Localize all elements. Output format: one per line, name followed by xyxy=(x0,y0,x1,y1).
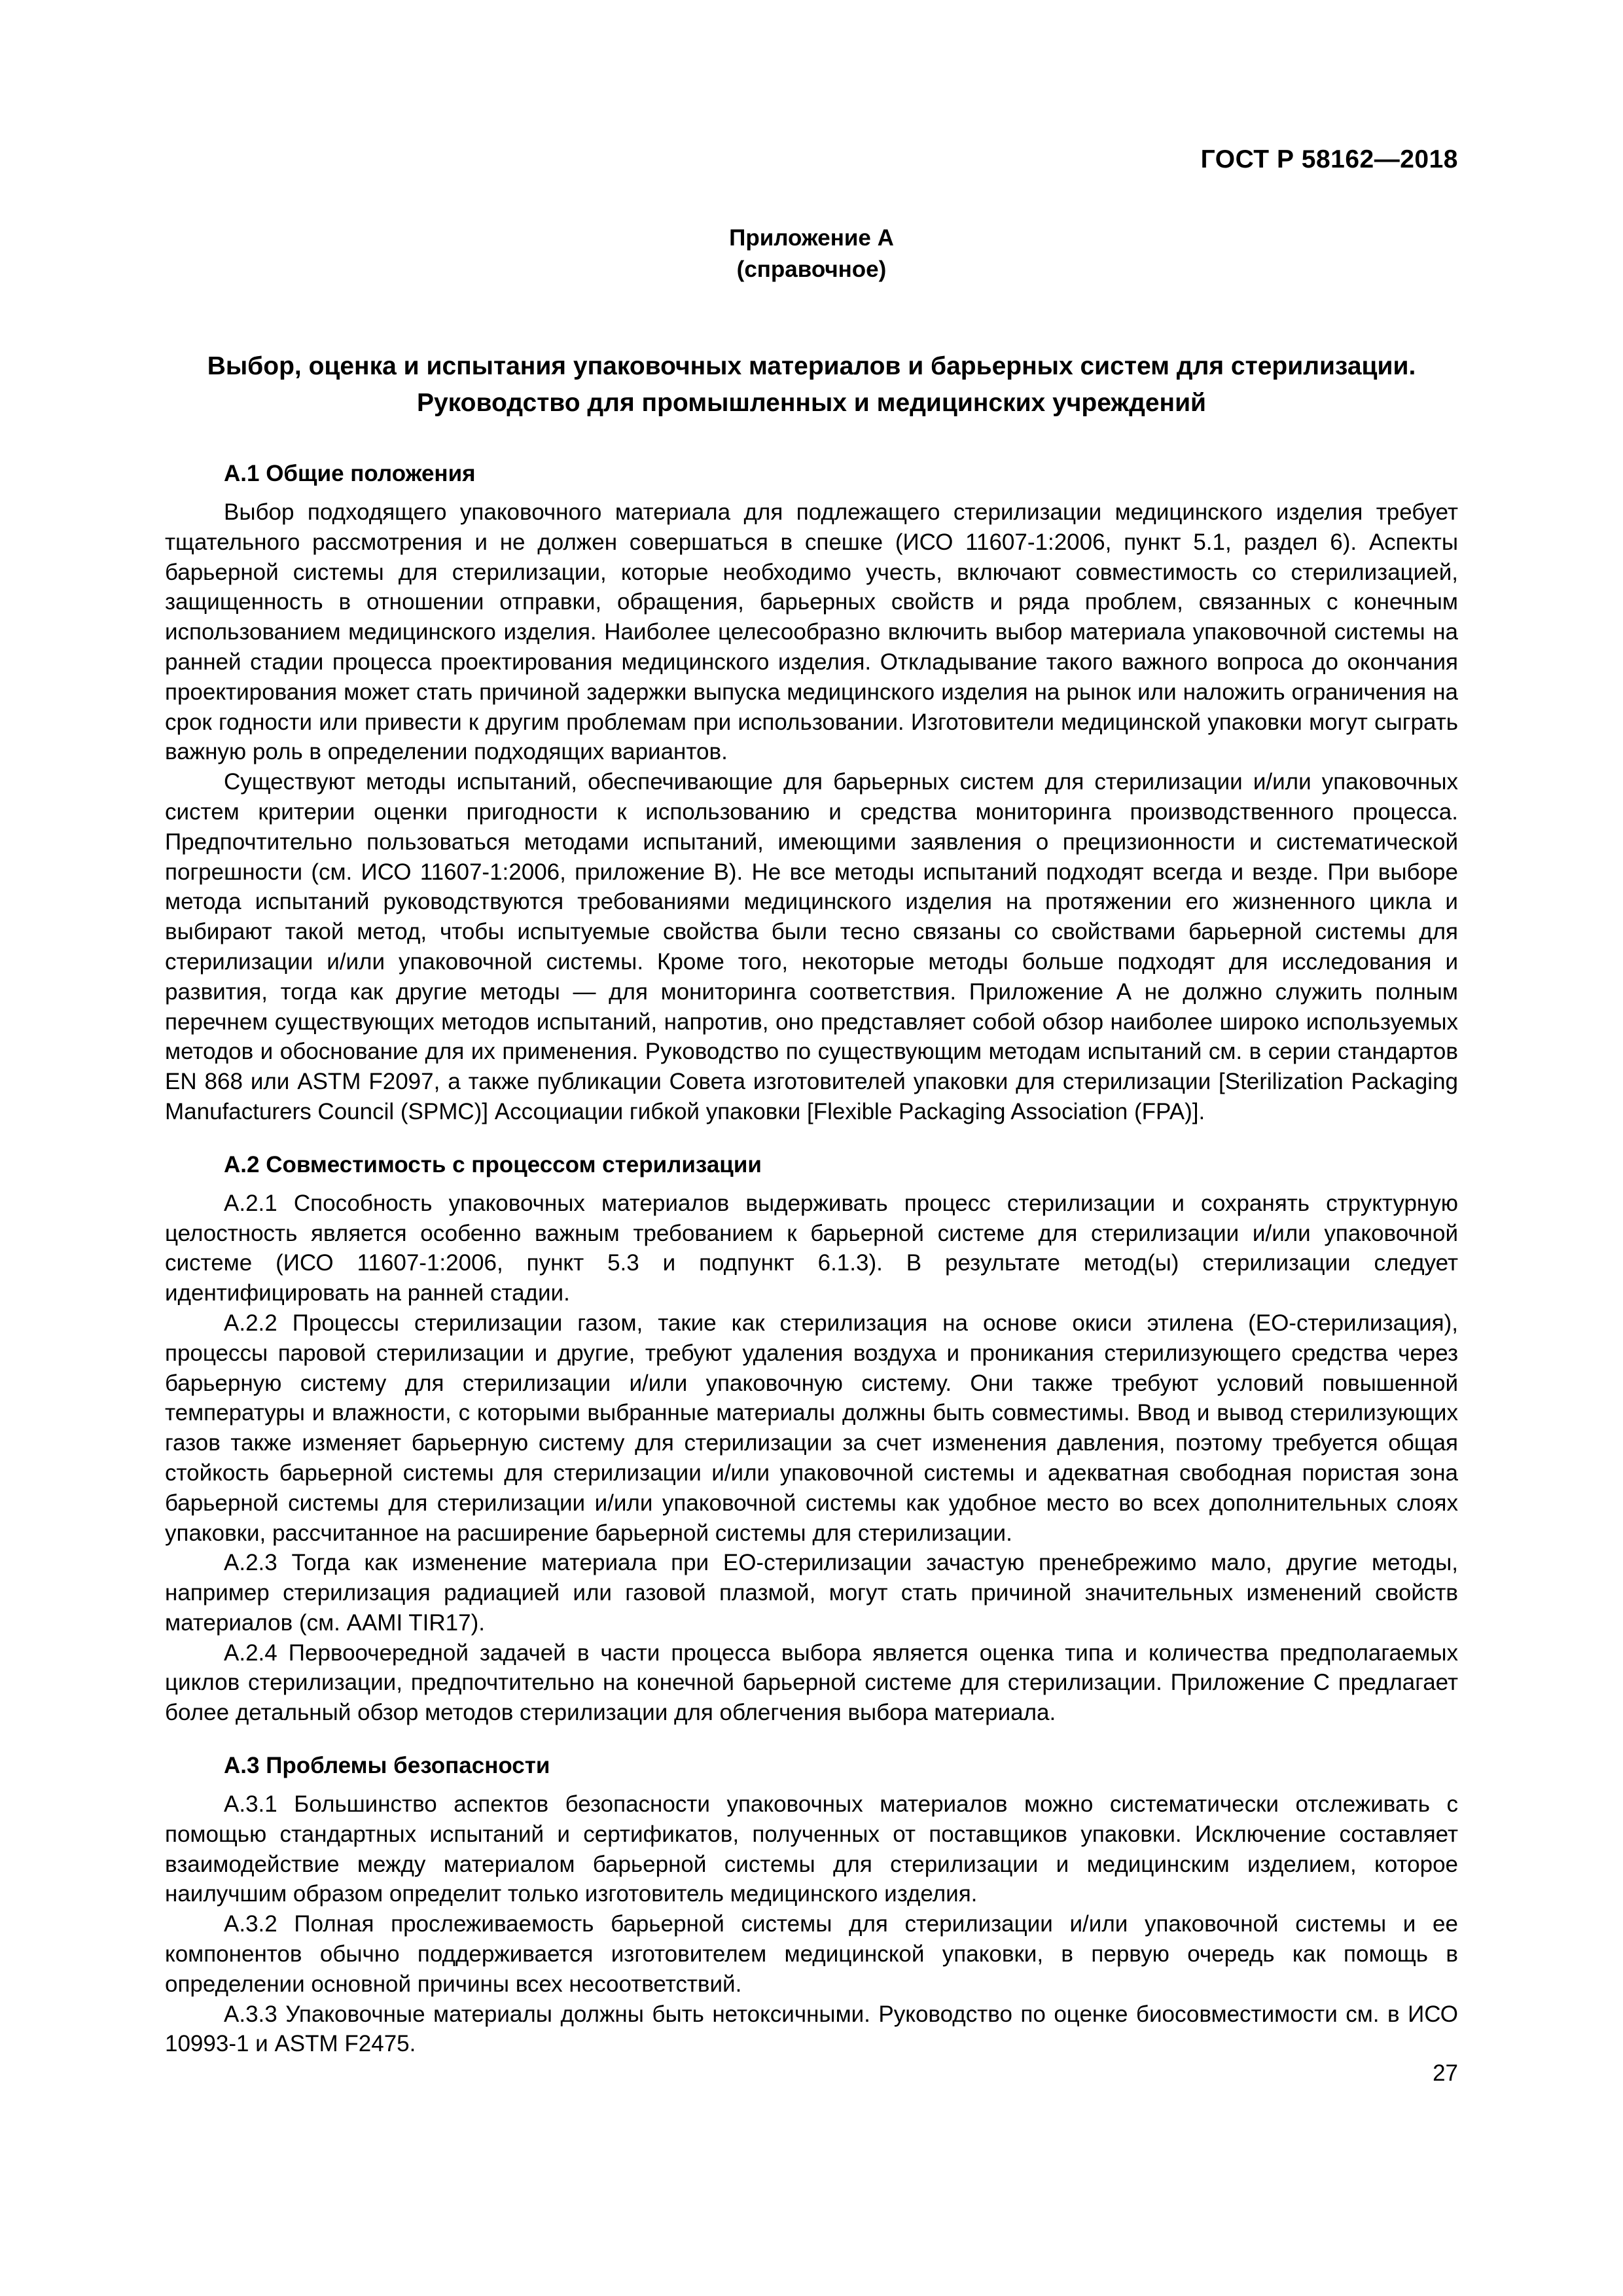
paragraph: А.3.3 Упаковочные материалы должны быть нетоксичными. Руководство по оценке биосовместимости см. в ИСО 10993-1 и ASTM F2475. xyxy=(165,2001,1458,2057)
section-heading: А.3 Проблемы безопасности xyxy=(224,1753,550,1779)
annex-label: Приложение А xyxy=(729,225,894,251)
paragraph: А.2.4 Первоочередной задачей в части процесса выбора является оценка типа и количества предполагаемых циклов стерилизации, предпочтительно на конечной барьерной системе для стерилизации. Приложение С предлагает более детальный обзор методов стерилизации для облегчения выбора материала. xyxy=(165,1640,1458,1726)
paragraph: Существуют методы испытаний, обеспечивающие для барьерных систем для стерилизации и/или упаковочных систем критерии оценки пригодности к использованию и средства мониторинга производственного процесса. Предпочтительно пользоваться методами испытаний, имеющими заявления о прецизионности и систематической погрешности (см. ИСО 11607-1:2006, приложение В). Не все методы испытаний подходят всегда и везде. При выборе метода испытаний руководствуются требованиями медицинского изделия на протяжении его жизненного цикла и выбирают такой метод, чтобы испытуемые свойства были тесно связаны со свойствами барьерной системы для стерилизации и/или упаковочной системы. Кроме того, некоторые методы больше подходят для исследования и развития, тогда как другие методы — для мониторинга соответствия. Приложение А не должно служить полным перечнем существующих методов испытаний, напротив, оно представляет собой обзор наиболее широко используемых методов и обоснование для их применения. Руководство по существующим методам испытаний см. в серии стандартов EN 868 или ASTM F2097, а также публикации Совета изготовителей упаковки для стерилизации [Sterilization Packaging Manufacturers Council (SPMC)] Ассоциации гибкой упаковки [Flexible Packaging Association (FPA)]. xyxy=(165,769,1458,1124)
paragraph: А.3.2 Полная прослеживаемость барьерной системы для стерилизации и/или упаковочной системы и ее компонентов обычно поддерживается изготовителем медицинской упаковки, в первую очередь как помощь в определении основной причины всех несоответствий. xyxy=(165,1911,1458,1997)
paragraph: А.3.1 Большинство аспектов безопасности упаковочных материалов можно систематически отслеживать с помощью стандартных испытаний и сертификатов, полученных от поставщиков упаковки. Исключение составляет взаимодействие между материалом барьерной системы для стерилизации и медицинским изделием, которое наилучшим образом определит только изготовитель медицинского изделия. xyxy=(165,1791,1458,1907)
standard-code: ГОСТ Р 58162—2018 xyxy=(1200,145,1458,173)
annex-type: (справочное) xyxy=(736,257,887,282)
page-number: 27 xyxy=(1433,2060,1458,2086)
section-a2 xyxy=(165,1149,1458,1728)
document-title xyxy=(165,348,1458,422)
section-heading: А.2 Совместимость с процессом стерилизации xyxy=(224,1151,762,1177)
title-line-1: Выбор, оценка и испытания упаковочных материалов и барьерных систем для стерилизации. xyxy=(207,352,1416,380)
paragraph: А.2.2 Процессы стерилизации газом, такие как стерилизация на основе окиси этилена (ЕО-стерилизация), процессы паровой стерилизации и другие, требуют удаления воздуха и проникания стерилизующего средства через барьерную систему для стерилизации и/или упаковочную систему. Они также требуют условий повышенной температуры и влажности, с которыми выбранные материалы должны быть совместимы. Ввод и вывод стерилизующих газов также изменяет барьерную систему для стерилизации за счет изменения давления, поэтому требуется общая стойкость барьерной системы для стерилизации и/или упаковочной системы и адекватная свободная пористая зона барьерной системы для стерилизации и/или упаковочной системы как удобное место во всех дополнительных слоях упаковки, рассчитанное на расширение барьерной системы для стерилизации. xyxy=(165,1310,1458,1546)
paragraph: А.2.3 Тогда как изменение материала при ЕО-стерилизации зачастую пренебрежимо мало, другие методы, например стерилизация радиацией или газовой плазмой, могут стать причиной значительных изменений свойств материалов (см. AAMI TIR17). xyxy=(165,1550,1458,1636)
section-a3 xyxy=(165,1750,1458,2059)
paragraph: А.2.1 Способность упаковочных материалов выдерживать процесс стерилизации и сохранять структурную целостность является особенно важным требованием к барьерной системе для стерилизации и/или упаковочной системе (ИСО 11607-1:2006, пункт 5.3 и подпункт 6.1.3). В результате метод(ы) стерилизации следует идентифицировать на ранней стадии. xyxy=(165,1190,1458,1306)
title-line-2: Руководство для промышленных и медицинских учреждений xyxy=(416,389,1207,417)
document-body xyxy=(165,458,1458,2081)
paragraph: Выбор подходящего упаковочного материала для подлежащего стерилизации медицинского изделия требует тщательного рассмотрения и не должен совершаться в спешке (ИСО 11607-1:2006, пункт 5.1, раздел 6). Аспекты барьерной системы для стерилизации, которые необходимо учесть, включают совместимость со стерилизацией, защищенность в отношении отправки, обращения, барьерных свойств и ряда проблем, связанных с конечным использованием медицинского изделия. Наиболее целесообразно включить выбор материала упаковочной системы на ранней стадии процесса проектирования медицинского изделия. Откладывание такого важного вопроса до окончания проектирования может стать причиной задержки выпуска медицинского изделия на рынок или наложить ограничения на срок годности или привести к другим проблемам при использовании. Изготовители медицинской упаковки могут сыграть важную роль в определении подходящих вариантов. xyxy=(165,499,1458,765)
section-heading: А.1 Общие положения xyxy=(224,461,476,486)
section-a1 xyxy=(165,458,1458,1127)
annex-heading xyxy=(0,223,1623,285)
